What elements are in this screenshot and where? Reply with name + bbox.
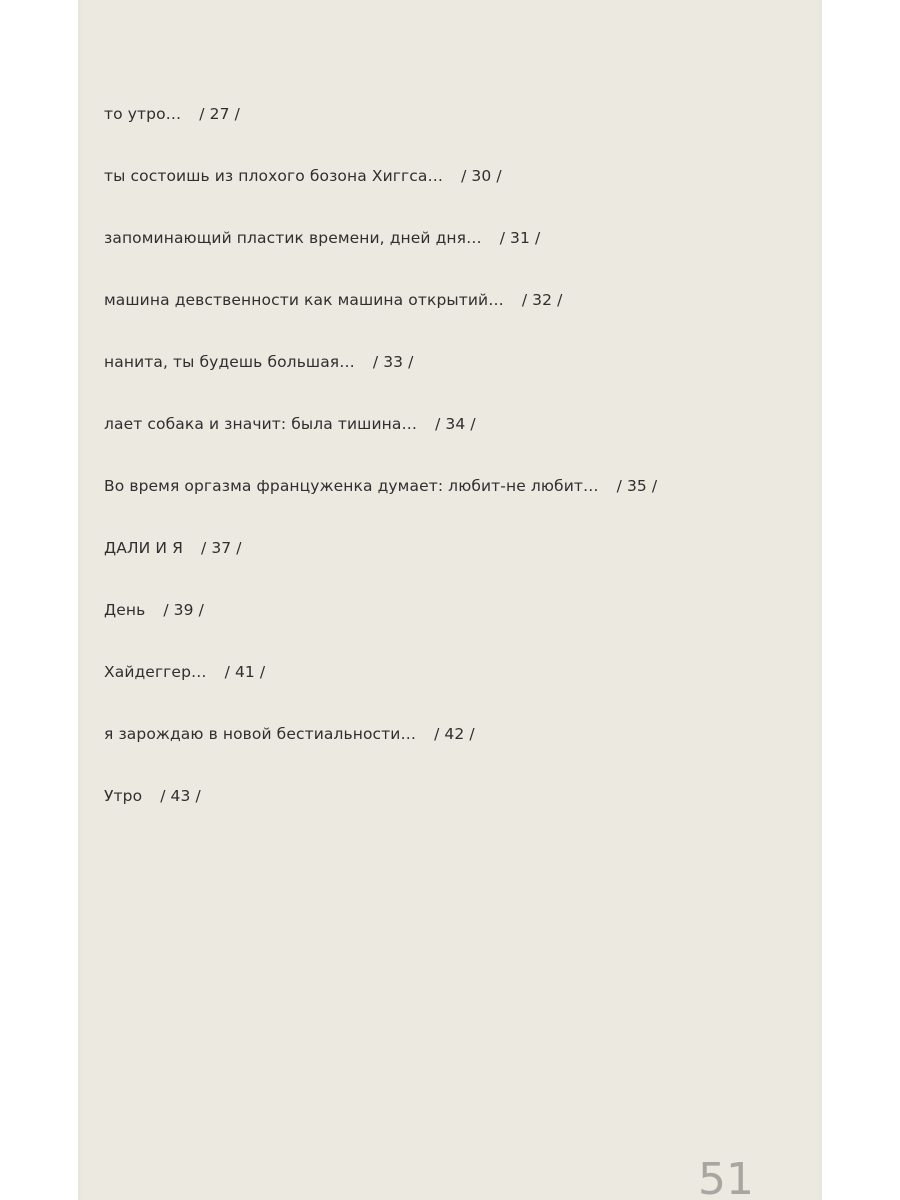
toc-entry xyxy=(104,779,657,841)
toc-entry-title: я зарождаю в новой бестиальности… xyxy=(104,725,417,743)
toc-entry xyxy=(104,717,657,779)
toc-entry-page: / 31 / xyxy=(499,229,541,247)
toc-entry xyxy=(104,593,657,655)
toc-entry-title: Во время оргазма француженка думает: любит-не любит… xyxy=(104,477,599,495)
toc-entry-page: / 33 / xyxy=(372,353,414,371)
toc-entry-page: / 35 / xyxy=(616,477,658,495)
toc-entry-title: День xyxy=(104,601,146,619)
table-of-contents xyxy=(104,97,657,841)
toc-entry-title: Хайдеггер… xyxy=(104,663,207,681)
toc-entry xyxy=(104,469,657,531)
toc-entry-title: лает собака и значит: была тишина… xyxy=(104,415,418,433)
toc-entry xyxy=(104,531,657,593)
toc-entry-page: / 27 / xyxy=(199,105,240,123)
toc-entry-page: / 32 / xyxy=(521,291,563,309)
toc-entry xyxy=(104,283,657,345)
book-page xyxy=(78,0,822,1200)
toc-entry-title: машина девственности как машина открытий… xyxy=(104,291,504,309)
toc-entry-title: то утро… xyxy=(104,105,182,123)
toc-entry-title: нанита, ты будешь большая… xyxy=(104,353,355,371)
toc-entry-page: / 41 / xyxy=(224,663,266,681)
toc-entry xyxy=(104,97,657,159)
toc-entry-page: / 37 / xyxy=(200,539,242,557)
toc-entry xyxy=(104,159,657,221)
toc-entry xyxy=(104,655,657,717)
toc-entry-title: ты состоишь из плохого бозона Хиггса… xyxy=(104,167,444,185)
toc-entry-page: / 39 / xyxy=(163,601,204,619)
toc-entry-page: / 34 / xyxy=(435,415,476,433)
toc-entry-page: / 43 / xyxy=(160,787,201,805)
page-number: 51 xyxy=(698,1154,754,1200)
toc-entry xyxy=(104,221,657,283)
toc-entry-page: / 42 / xyxy=(434,725,475,743)
toc-entry xyxy=(104,345,657,407)
toc-entry-page: / 30 / xyxy=(461,167,502,185)
toc-entry xyxy=(104,407,657,469)
toc-entry-title: запоминающий пластик времени, дней дня… xyxy=(104,229,482,247)
toc-entry-title: ДАЛИ И Я xyxy=(104,539,183,557)
toc-entry-title: Утро xyxy=(104,787,143,805)
